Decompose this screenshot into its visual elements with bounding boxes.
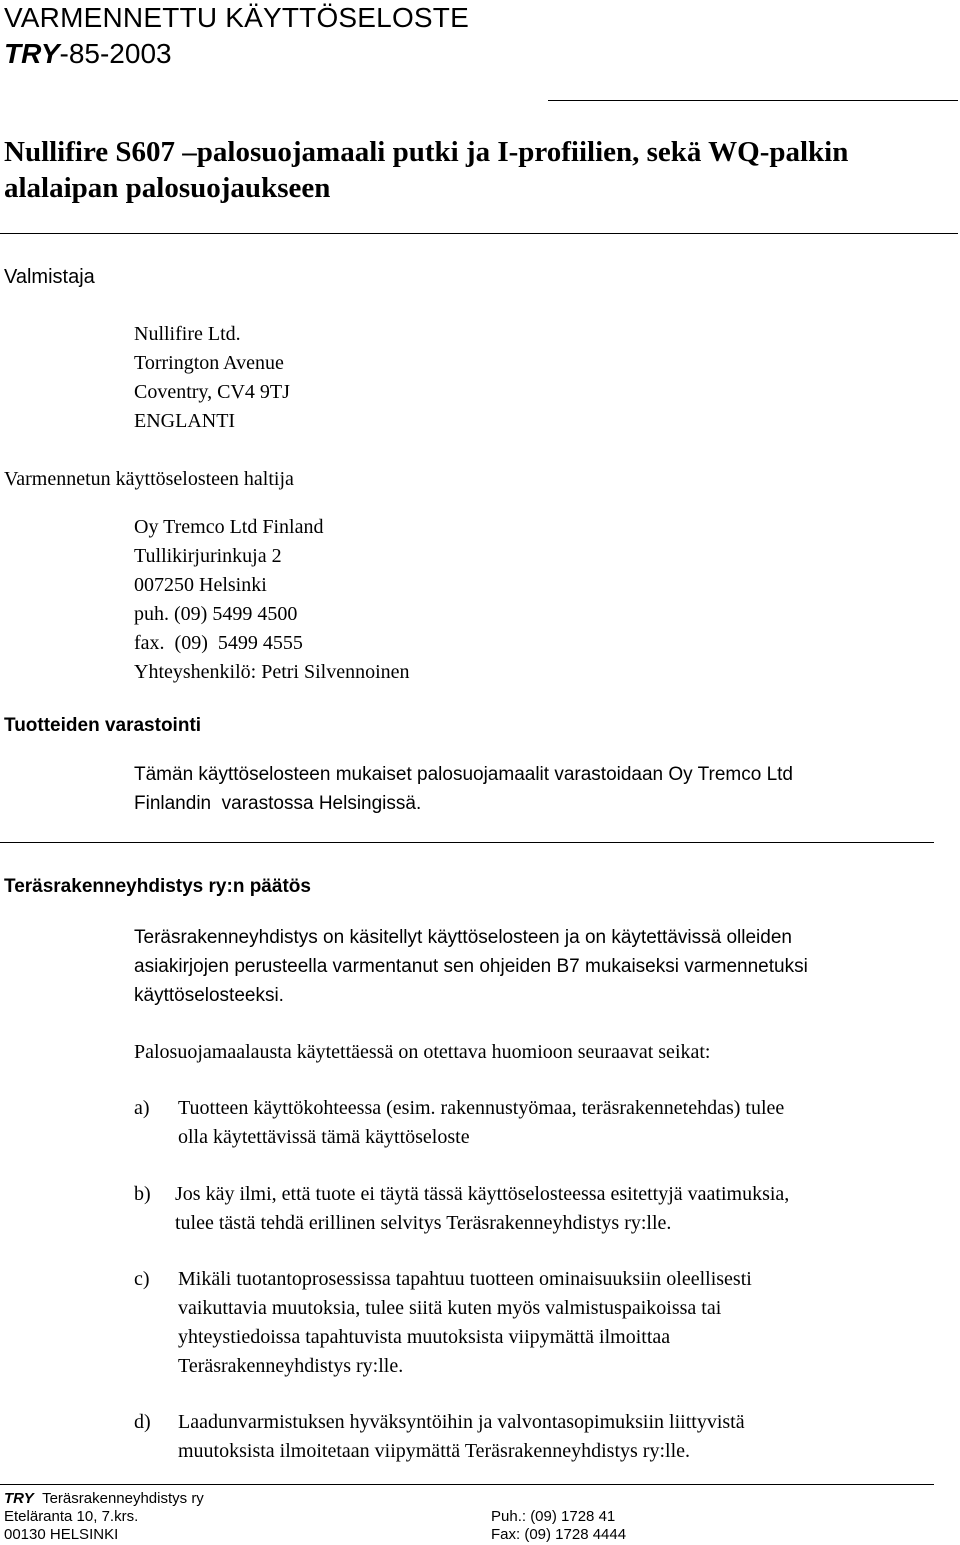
document-title: VARMENNETTU KÄYTTÖSELOSTE [4,2,469,33]
holder-line: Oy Tremco Ltd Finland [134,516,324,538]
divider-footer [0,1484,934,1485]
manufacturer-label: Valmistaja [4,266,95,288]
holder-line: 007250 Helsinki [134,574,267,596]
footer-org-name: Teräsrakenneyhdistys ry [42,1490,204,1507]
item-letter: b) [134,1183,151,1205]
item-line: olla käytettävissä tämä käyttöseloste [178,1126,470,1148]
footer-fax: Fax: (09) 1728 4444 [491,1526,627,1543]
footer-address-2: 00130 HELSINKI [4,1526,119,1543]
holder-line: Tullikirjurinkuja 2 [134,545,282,567]
footer-phone: Puh.: (09) 1728 41 [491,1508,616,1525]
item-letter: c) [134,1268,150,1290]
decision-paragraph-line: Teräsrakenneyhdistys on käsitellyt käyttöselosteen ja on käytettävissä olleiden [134,927,792,948]
divider-title [0,233,958,234]
item-line: tulee tästä tehdä erillinen selvitys Teräsrakenneyhdistys ry:lle. [175,1212,672,1234]
item-line: vaikuttavia muutoksia, tulee siitä kuten myös valmistuspaikoissa tai [178,1297,722,1319]
storage-label: Tuotteiden varastointi [4,715,202,736]
manufacturer-line: ENGLANTI [134,410,236,432]
document-code [4,38,172,70]
decision-paragraph-line: asiakirjojen perusteella varmentanut sen ohjeiden B7 mukaiseksi varmennetuksi [134,956,808,977]
item-letter: a) [134,1097,150,1119]
code-suffix: -85-2003 [59,38,172,69]
item-letter: d) [134,1411,151,1433]
decision-paragraph-line: käyttöselosteeksi. [134,985,284,1006]
code-prefix: TRY [4,38,60,69]
product-title-line-2: alalaipan palosuojaukseen [4,172,331,204]
item-line: Mikäli tuotantoprosessissa tapahtuu tuotteen ominaisuuksiin oleellisesti [178,1268,752,1290]
decision-intro: Palosuojamaalausta käytettäessä on otettava huomioon seuraavat seikat: [134,1041,711,1063]
divider-storage [0,842,934,843]
manufacturer-line: Nullifire Ltd. [134,323,241,345]
item-line: muutoksista ilmoitetaan viipymättä Teräsrakenneyhdistys ry:lle. [178,1440,691,1462]
holder-label: Varmennetun käyttöselosteen haltija [4,468,294,490]
item-line: Jos käy ilmi, että tuote ei täytä tässä käyttöselosteessa esitettyjä vaatimuksia, [175,1183,790,1205]
item-line: yhteystiedoissa tapahtuvista muutoksista viipymättä ilmoittaa [178,1326,671,1348]
divider-top [548,100,958,101]
item-line: Laadunvarmistuksen hyväksyntöihin ja valvontasopimuksiin liittyvistä [178,1411,745,1433]
holder-line: Yhteyshenkilö: Petri Silvennoinen [134,661,410,683]
decision-label: Teräsrakenneyhdistys ry:n päätös [4,876,311,897]
manufacturer-line: Coventry, CV4 9TJ [134,381,290,403]
holder-line: puh. (09) 5499 4500 [134,603,298,625]
manufacturer-line: Torrington Avenue [134,352,284,374]
footer-organization [4,1490,204,1508]
storage-line: Tämän käyttöselosteen mukaiset palosuojamaalit varastoidaan Oy Tremco Ltd [134,764,793,785]
footer-address-1: Eteläranta 10, 7.krs. [4,1508,139,1525]
holder-line: fax. (09) 5499 4555 [134,632,303,654]
product-title-line-1: Nullifire S607 –palosuojamaali putki ja I-profiilien, sekä WQ-palkin [4,136,849,168]
footer-org-prefix: TRY [4,1490,34,1507]
storage-line: Finlandin varastossa Helsingissä. [134,793,422,814]
item-line: Teräsrakenneyhdistys ry:lle. [178,1355,404,1377]
item-line: Tuotteen käyttökohteessa (esim. rakennustyömaa, teräsrakennetehdas) tulee [178,1097,785,1119]
